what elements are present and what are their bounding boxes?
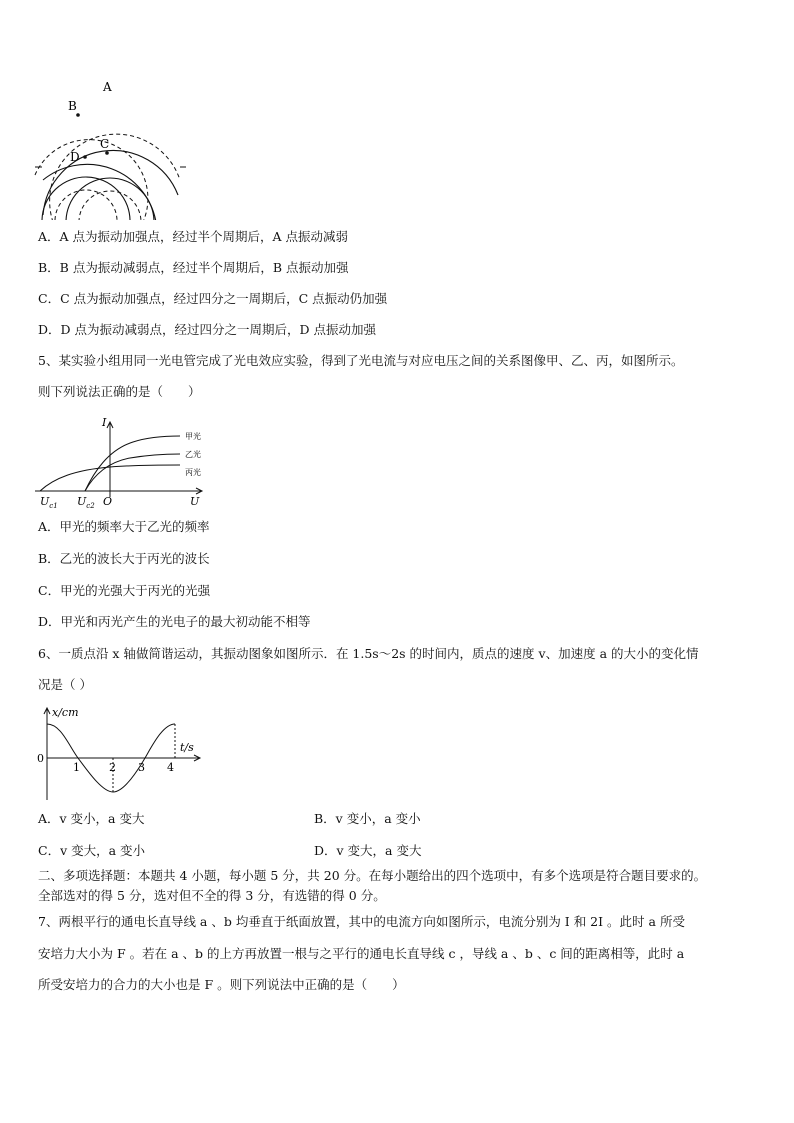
curve-jia [85, 436, 180, 491]
tick-1: 1 [73, 761, 80, 774]
curve-label-jia: 甲光 [185, 432, 201, 441]
uc2-label: $U_{c2}$ [77, 495, 95, 510]
x-axis-label: x/cm [52, 706, 79, 719]
label-c: C [100, 137, 110, 151]
shm-xt-graph [30, 702, 205, 802]
q6-stem-line2: 况是（ ） [38, 677, 92, 692]
origin-label: O [103, 495, 113, 508]
label-a: A [103, 80, 112, 94]
u-axis-label: U [190, 495, 200, 508]
curve-label-bing: 丙光 [185, 468, 201, 477]
q6-stem-line1: 6、一质点沿 x 轴做简谐运动，其振动图象如图所示．在 1.5s～2s 的时间内，质点的速度 v、加速度 a 的大小的变化情 [38, 646, 699, 661]
q6-option-b: B．v 变小，a 变小 [314, 811, 421, 826]
label-d: D [70, 150, 80, 164]
q6-option-c: C．v 变大，a 变小 [38, 843, 146, 858]
point-d-dot [83, 155, 87, 159]
q5-stem-line1: 5、某实验小组用同一光电管完成了光电效应实验，得到了光电流与对应电压之间的关系图像甲、乙、丙，如图所示。 [38, 353, 684, 368]
point-b-dot [76, 113, 80, 117]
q5-option-a: A．甲光的频率大于乙光的频率 [38, 519, 210, 534]
i-axis-label: I [102, 416, 107, 429]
q5-option-b: B．乙光的波长大于丙光的波长 [38, 551, 210, 566]
curve-label-yi: 乙光 [185, 450, 201, 459]
tick-4: 4 [167, 761, 174, 774]
q4-option-b: B．B 点为振动减弱点，经过半个周期后，B 点振动加强 [38, 260, 349, 275]
wave-interference-figure [30, 75, 190, 220]
wave-trough-right-outer [50, 134, 180, 220]
origin-0: 0 [37, 752, 44, 765]
section2-heading-line2: 全部选对的得 5 分，选对但不全的得 3 分，有选错的得 0 分。 [38, 888, 386, 903]
tick-3: 3 [138, 761, 145, 774]
wave-crest-left-inner [42, 177, 130, 220]
wave-trough-right-inner [79, 191, 141, 220]
wave-trough-left-inner [55, 190, 117, 220]
tick-2: 2 [109, 761, 116, 774]
t-axis-label: t/s [180, 741, 194, 754]
q7-stem-line1: 7、两根平行的通电长直导线 a 、b 均垂直于纸面放置，其中的电流方向如图所示，电流分别为 I 和 2I 。此时 a 所受 [38, 914, 685, 929]
point-c-dot [105, 151, 109, 155]
section2-heading-line1: 二、多项选择题：本题共 4 小题，每小题 5 分，共 20 分。在每小题给出的四个选项中，有多个选项是符合题目要求的。 [38, 868, 707, 883]
uc1-label: $U_{c1}$ [40, 495, 58, 510]
q6-option-a: A．v 变小，a 变大 [38, 811, 145, 826]
q5-option-c: C．甲光的光强大于丙光的光强 [38, 583, 211, 598]
q4-option-a: A．A 点为振动加强点，经过半个周期后，A 点振动减弱 [38, 229, 349, 244]
q7-stem-line2: 安培力大小为 F 。若在 a 、b 的上方再放置一根与之平行的通电长直导线 c ，导线 a 、b 、c 间的距离相等，此时 a [38, 946, 685, 961]
q5-option-d: D．甲光和丙光产生的光电子的最大初动能不相等 [38, 614, 311, 629]
curve-yi [85, 454, 180, 491]
photoelectric-iu-graph [30, 412, 220, 512]
q4-option-d: D．D 点为振动减弱点，经过四分之一周期后，D 点振动加强 [38, 322, 377, 337]
q5-stem-line2: 则下列说法正确的是（ ） [38, 384, 201, 399]
q4-option-c: C．C 点为振动加强点，经过四分之一周期后，C 点振动仍加强 [38, 291, 388, 306]
q6-option-d: D．v 变大，a 变大 [314, 843, 422, 858]
q7-stem-line3: 所受安培力的合力的大小也是 F 。则下列说法中正确的是（ ） [38, 977, 405, 992]
label-b: B [68, 99, 77, 113]
